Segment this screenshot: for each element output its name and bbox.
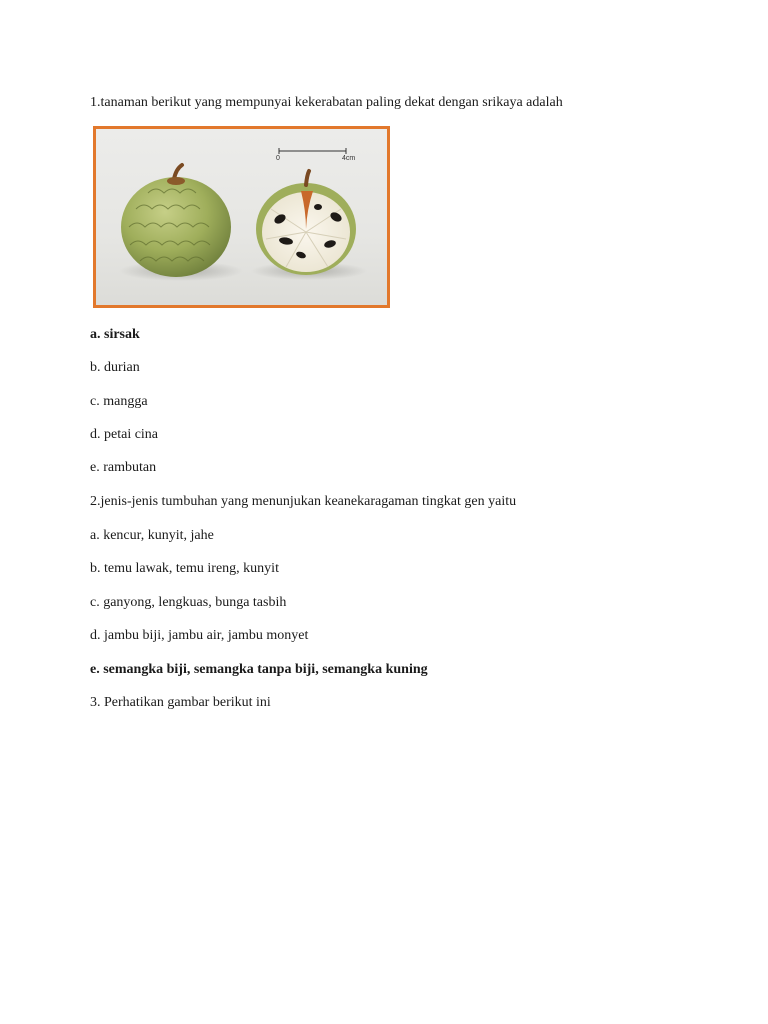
halved-custard-apple xyxy=(251,171,367,280)
question-2-option-a: a. kencur, kunyit, jahe xyxy=(90,528,214,543)
scale-end-label: 4cm xyxy=(342,155,356,162)
custard-apple-figure xyxy=(93,126,390,308)
whole-custard-apple xyxy=(119,165,243,281)
question-2-option-d: d. jambu biji, jambu air, jambu monyet xyxy=(90,628,309,643)
question-2-option-c: c. ganyong, lengkuas, bunga tasbih xyxy=(90,595,287,610)
question-1-option-d: d. petai cina xyxy=(90,427,159,442)
question-1-text: 1.tanaman berikut yang mempunyai kekerabatan paling dekat dengan srikaya adalah xyxy=(90,95,563,110)
question-1-option-e: e. rambutan xyxy=(90,460,157,475)
question-1-option-c: c. mangga xyxy=(90,394,148,409)
question-1-option-a: a. sirsak xyxy=(90,327,140,342)
question-2-option-e: e. semangka biji, semangka tanpa biji, semangka kuning xyxy=(90,662,428,677)
question-2-option-b: b. temu lawak, temu ireng, kunyit xyxy=(90,561,279,576)
question-1-option-b: b. durian xyxy=(90,360,140,375)
scale-bar xyxy=(276,148,355,162)
question-2-text: 2.jenis-jenis tumbuhan yang menunjukan keanekaragaman tingkat gen yaitu xyxy=(90,494,517,509)
scale-start-label: 0 xyxy=(276,155,280,162)
custard-apple-image xyxy=(96,129,387,305)
question-3-text: 3. Perhatikan gambar berikut ini xyxy=(90,695,271,710)
